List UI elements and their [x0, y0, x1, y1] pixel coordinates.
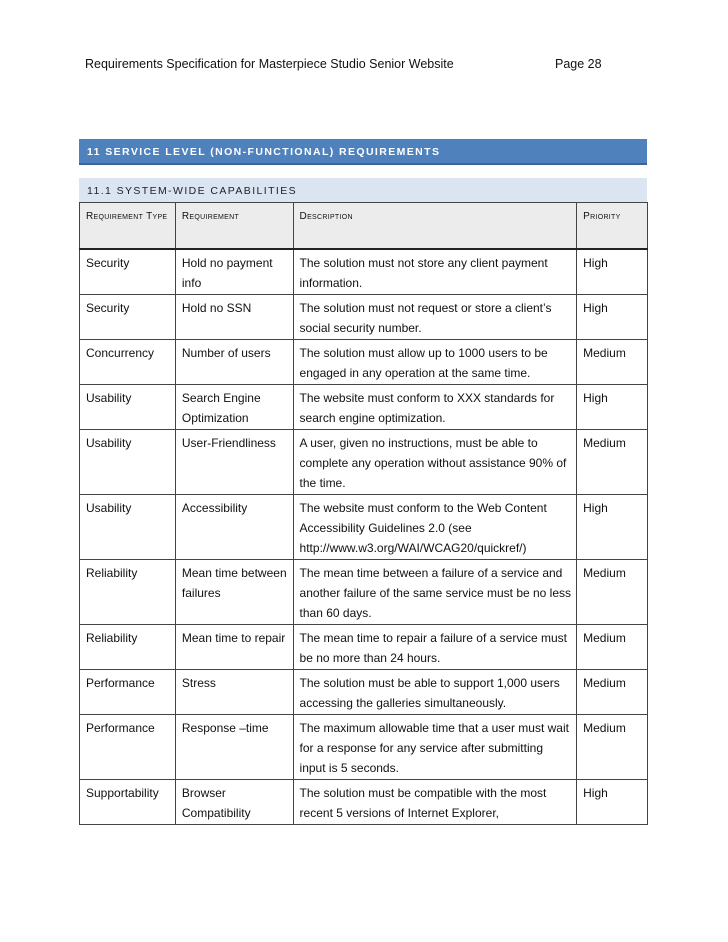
- cell-description: The solution must be compatible with the most recent 5 versions of Internet Explorer,: [293, 779, 577, 824]
- cell-type: Usability: [80, 494, 176, 559]
- cell-requirement: Number of users: [175, 339, 293, 384]
- cell-description: The solution must not request or store a client’s social security number.: [293, 294, 577, 339]
- requirements-table: [79, 202, 648, 825]
- cell-priority: High: [577, 384, 648, 429]
- header-requirement-type: Requirement Type: [80, 203, 176, 249]
- table-body: [80, 249, 648, 825]
- cell-description: The mean time between a failure of a service and another failure of the same service must be no less than 60 days.: [293, 559, 577, 624]
- cell-type: Reliability: [80, 624, 176, 669]
- table-row: [80, 249, 648, 295]
- table-row: [80, 384, 648, 429]
- cell-description: The website must conform to XXX standards for search engine optimization.: [293, 384, 577, 429]
- subsection-heading: 11.1 SYSTEM-WIDE CAPABILITIES: [79, 178, 647, 202]
- cell-description: The website must conform to the Web Content Accessibility Guidelines 2.0 (see http://www.w3.org/WAI/WCAG20/quickref/): [293, 494, 577, 559]
- cell-priority: High: [577, 249, 648, 295]
- table-row: [80, 669, 648, 714]
- cell-type: Performance: [80, 669, 176, 714]
- table-row: [80, 494, 648, 559]
- cell-type: Security: [80, 249, 176, 295]
- cell-description: The solution must not store any client payment information.: [293, 249, 577, 295]
- cell-description: The mean time to repair a failure of a service must be no more than 24 hours.: [293, 624, 577, 669]
- table-row: [80, 339, 648, 384]
- header-requirement: Requirement: [175, 203, 293, 249]
- cell-requirement: Mean time to repair: [175, 624, 293, 669]
- table-row: [80, 294, 648, 339]
- cell-description: The solution must allow up to 1000 users to be engaged in any operation at the same time.: [293, 339, 577, 384]
- cell-type: Usability: [80, 384, 176, 429]
- cell-priority: Medium: [577, 669, 648, 714]
- cell-priority: High: [577, 294, 648, 339]
- table-row: [80, 779, 648, 824]
- cell-requirement: Hold no SSN: [175, 294, 293, 339]
- header-row: [80, 203, 648, 249]
- table-row: [80, 429, 648, 494]
- cell-priority: Medium: [577, 339, 648, 384]
- header-description: Description: [293, 203, 577, 249]
- cell-description: The maximum allowable time that a user must wait for a response for any service after submitting input is 5 seconds.: [293, 714, 577, 779]
- cell-priority: Medium: [577, 559, 648, 624]
- cell-priority: Medium: [577, 714, 648, 779]
- cell-priority: High: [577, 779, 648, 824]
- cell-type: Concurrency: [80, 339, 176, 384]
- cell-requirement: Search Engine Optimization: [175, 384, 293, 429]
- cell-requirement: Response –time: [175, 714, 293, 779]
- cell-requirement: Accessibility: [175, 494, 293, 559]
- table-row: [80, 714, 648, 779]
- cell-type: Supportability: [80, 779, 176, 824]
- cell-type: Security: [80, 294, 176, 339]
- cell-requirement: Hold no payment info: [175, 249, 293, 295]
- cell-requirement: User-Friendliness: [175, 429, 293, 494]
- cell-priority: Medium: [577, 624, 648, 669]
- page-header: [85, 57, 605, 71]
- cell-description: A user, given no instructions, must be able to complete any operation without assistance 90% of the time.: [293, 429, 577, 494]
- cell-type: Reliability: [80, 559, 176, 624]
- cell-description: The solution must be able to support 1,000 users accessing the galleries simultaneously.: [293, 669, 577, 714]
- cell-type: Performance: [80, 714, 176, 779]
- table-row: [80, 559, 648, 624]
- cell-type: Usability: [80, 429, 176, 494]
- document-title: Requirements Specification for Masterpiece Studio Senior Website: [85, 57, 454, 71]
- cell-priority: Medium: [577, 429, 648, 494]
- cell-priority: High: [577, 494, 648, 559]
- cell-requirement: Browser Compatibility: [175, 779, 293, 824]
- page-number: Page 28: [555, 57, 602, 71]
- cell-requirement: Mean time between failures: [175, 559, 293, 624]
- section-heading: 11 SERVICE LEVEL (NON-FUNCTIONAL) REQUIREMENTS: [79, 139, 647, 165]
- cell-requirement: Stress: [175, 669, 293, 714]
- table-header: [80, 203, 648, 249]
- header-priority: Priority: [577, 203, 648, 249]
- table-row: [80, 624, 648, 669]
